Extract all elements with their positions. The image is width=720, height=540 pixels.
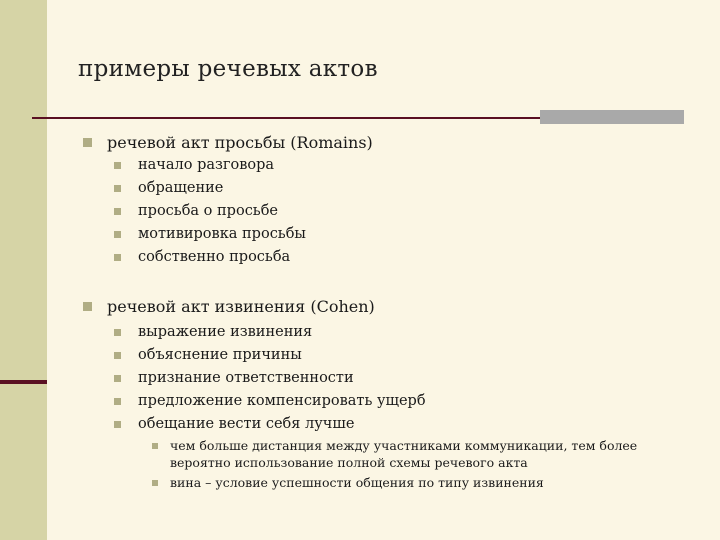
slide-title: примеры речевых актов [78, 56, 378, 82]
sidebar-accent-mark [0, 380, 47, 384]
list-item [138, 393, 426, 409]
square-bullet-icon [114, 352, 121, 359]
list-item-text: обращение [138, 180, 224, 196]
list-item [138, 203, 278, 219]
list-item [138, 180, 223, 196]
sub-list-item-text-continued: вероятно использование полной схемы речевого акта [170, 455, 528, 470]
list-item [138, 157, 274, 173]
square-bullet-icon [114, 375, 121, 382]
square-bullet-icon [83, 138, 92, 147]
section-heading-apology [107, 297, 375, 316]
list-item-text: предложение компенсировать ущерб [138, 393, 426, 409]
sub-list-item [170, 437, 637, 471]
list-item-text: просьба о просьбе [138, 203, 279, 219]
list-item [138, 416, 354, 432]
sub-list-item [170, 474, 544, 491]
list-item [138, 324, 312, 340]
section-heading-text: речевой акт извинения (Cohen) [107, 297, 375, 316]
list-item-text: признание ответственности [138, 370, 354, 386]
left-sidebar-band [0, 0, 47, 540]
title-divider-block [540, 110, 684, 124]
section-heading-request [107, 133, 373, 152]
list-item [138, 347, 302, 363]
list-item [138, 249, 290, 265]
square-bullet-icon [152, 443, 158, 449]
square-bullet-icon [114, 231, 121, 238]
square-bullet-icon [114, 254, 121, 261]
list-item-text: мотивировка просьбы [138, 226, 306, 242]
square-bullet-icon [114, 162, 121, 169]
list-item-text: собственно просьба [138, 249, 291, 265]
section-heading-text: речевой акт просьбы (Romains) [107, 133, 373, 152]
square-bullet-icon [152, 480, 158, 486]
list-item [138, 370, 354, 386]
list-item-text: обещание вести себя лучше [138, 416, 355, 432]
square-bullet-icon [114, 329, 121, 336]
list-item-text: начало разговора [138, 157, 275, 173]
list-item [138, 226, 306, 242]
list-item-text: объяснение причины [138, 347, 302, 363]
square-bullet-icon [114, 208, 121, 215]
sub-list-item-text: чем больше дистанция между участниками коммуникации, тем более [170, 438, 638, 453]
square-bullet-icon [83, 302, 92, 311]
square-bullet-icon [114, 398, 121, 405]
square-bullet-icon [114, 185, 121, 192]
list-item-text: выражение извинения [138, 324, 313, 340]
square-bullet-icon [114, 421, 121, 428]
sub-list-item-text: вина – условие успешности общения по типу извинения [170, 475, 544, 490]
